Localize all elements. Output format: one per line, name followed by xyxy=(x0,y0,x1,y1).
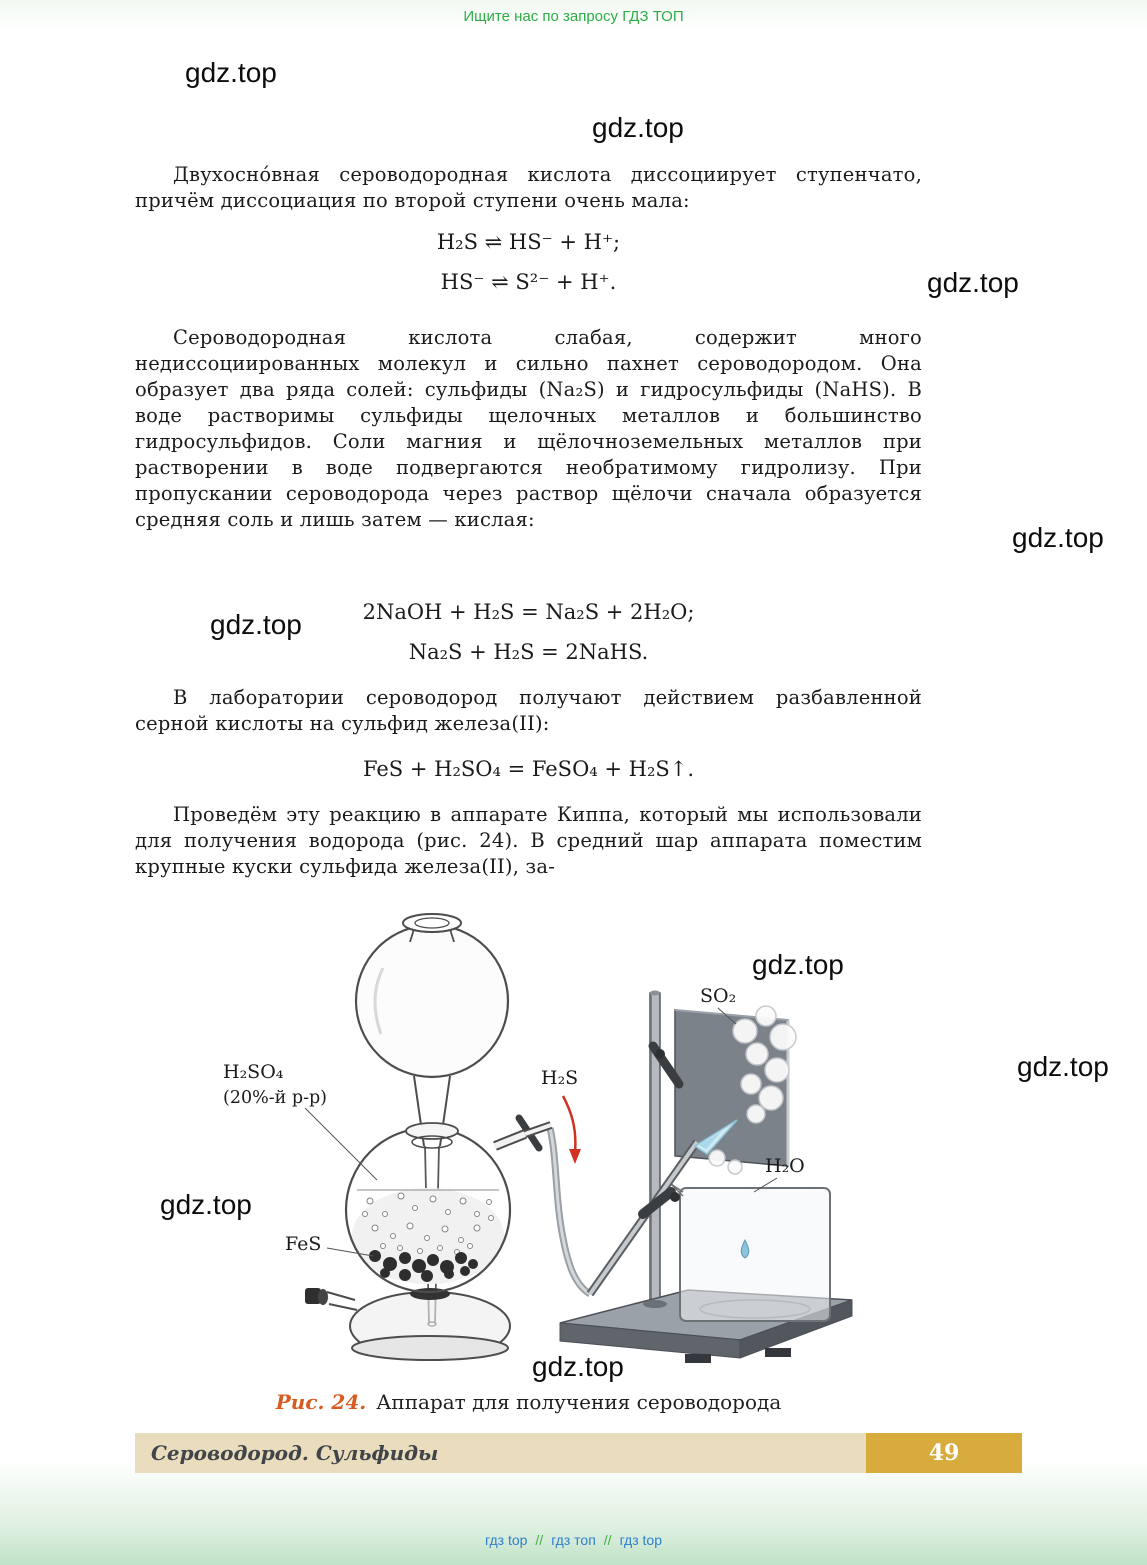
side-tubule xyxy=(327,1292,355,1300)
pointer-line-h2so4 xyxy=(305,1108,377,1180)
equation-block-fes xyxy=(135,757,922,797)
label-h2so4-concentration: (20%-й р-р) xyxy=(223,1088,328,1108)
paragraph-acid-properties: Сероводородная кислота слабая, содержит много недиссоциированных молекул и сильно пахнет сероводородом. Она образует два ряда солей: сульфиды (Na₂S) и гидросульфиды (NaHS). В воде растворимы сульфиды щелочных металлов и большинство гидросульфидов. Соли магния и щёлочноземельных металлов при растворении в воде подвергаются необратимому гидролизу. При пропускании сероводорода через раствор щёлочи сначала образуется средняя соль и лишь затем — кислая: xyxy=(135,326,922,531)
watermark: gdz.top xyxy=(927,267,1019,298)
equation-line: HS⁻ ⇌ S²⁻ + H⁺. xyxy=(440,270,617,294)
page-number: 49 xyxy=(928,1440,960,1466)
bottom-link-2[interactable]: гдз топ xyxy=(551,1532,596,1548)
watermark: gdz.top xyxy=(592,112,684,143)
rod-collar xyxy=(643,1300,667,1308)
base-foot xyxy=(765,1348,791,1357)
bottom-link-1[interactable]: гдз top xyxy=(485,1532,528,1548)
side-arm-stopcock xyxy=(495,1118,551,1148)
watermark: gdz.top xyxy=(185,57,277,88)
stand-clamp-lower xyxy=(643,1192,680,1214)
page-number-box xyxy=(866,1433,1022,1473)
stand-rod xyxy=(650,991,660,1306)
label-h2so4: H₂SO₄ xyxy=(223,1061,284,1083)
gas-flow-arrow xyxy=(563,1096,581,1164)
label-h2s: H₂S xyxy=(541,1067,579,1089)
figure-caption-text: Аппарат для получения сероводорода xyxy=(376,1390,782,1414)
footer-bar xyxy=(135,1433,1022,1473)
middle-sphere xyxy=(346,1128,510,1292)
beaker xyxy=(671,1184,830,1321)
link-separator: // xyxy=(603,1532,612,1548)
watermark: gdz.top xyxy=(532,1351,624,1382)
watermark: gdz.top xyxy=(210,609,302,640)
section-title: Сероводород. Сульфиды xyxy=(151,1441,439,1465)
top-banner-text: Ищите нас по запросу ГДЗ ТОП xyxy=(463,8,684,25)
top-sphere xyxy=(356,914,508,1077)
equation-line: FeS + H₂SO₄ = FeSO₄ + H₂S↑. xyxy=(362,757,695,781)
equation-line: 2NaOH + H₂S = Na₂S + 2H₂O; xyxy=(362,600,695,624)
label-h2o: H₂O xyxy=(765,1155,805,1177)
bottom-links xyxy=(0,1532,1147,1548)
kipp-apparatus xyxy=(305,914,581,1360)
base-foot xyxy=(685,1354,711,1363)
paragraph-dissociation: Двухосно́вная сероводородная кислота диссоциирует ступенчато, причём диссоциация по второй ступени очень мала: xyxy=(135,163,922,212)
top-opening xyxy=(403,914,461,932)
watermark: gdz.top xyxy=(160,1189,252,1220)
bottom-reservoir xyxy=(305,1288,510,1360)
paragraph-lab-method: В лаборатории сероводород получают действием разбавленной серной кислоты на сульфид железа(II): xyxy=(135,686,922,735)
link-separator: // xyxy=(535,1532,544,1548)
figure-caption-number: Рис. 24. xyxy=(275,1390,367,1414)
label-fes: FeS xyxy=(285,1233,322,1255)
equation-block-dissociation xyxy=(135,230,922,310)
neck-joint xyxy=(406,1076,458,1148)
label-so2: SO₂ xyxy=(700,985,737,1007)
figure-caption xyxy=(135,1390,922,1414)
equation-line: H₂S ⇌ HS⁻ + H⁺; xyxy=(436,230,621,254)
paragraph-kipp-experiment: Проведём эту реакцию в аппарате Киппа, который мы использовали для получения водорода (рис. 24). В средний шар аппарата поместим крупные куски сульфида железа(II), за- xyxy=(135,803,922,878)
bottom-link-3[interactable]: гдз top xyxy=(619,1532,662,1548)
watermark: gdz.top xyxy=(1012,522,1104,553)
equation-line: Na₂S + H₂S = 2NaHS. xyxy=(408,640,649,664)
watermark: gdz.top xyxy=(752,949,844,980)
watermark: gdz.top xyxy=(1017,1051,1109,1082)
